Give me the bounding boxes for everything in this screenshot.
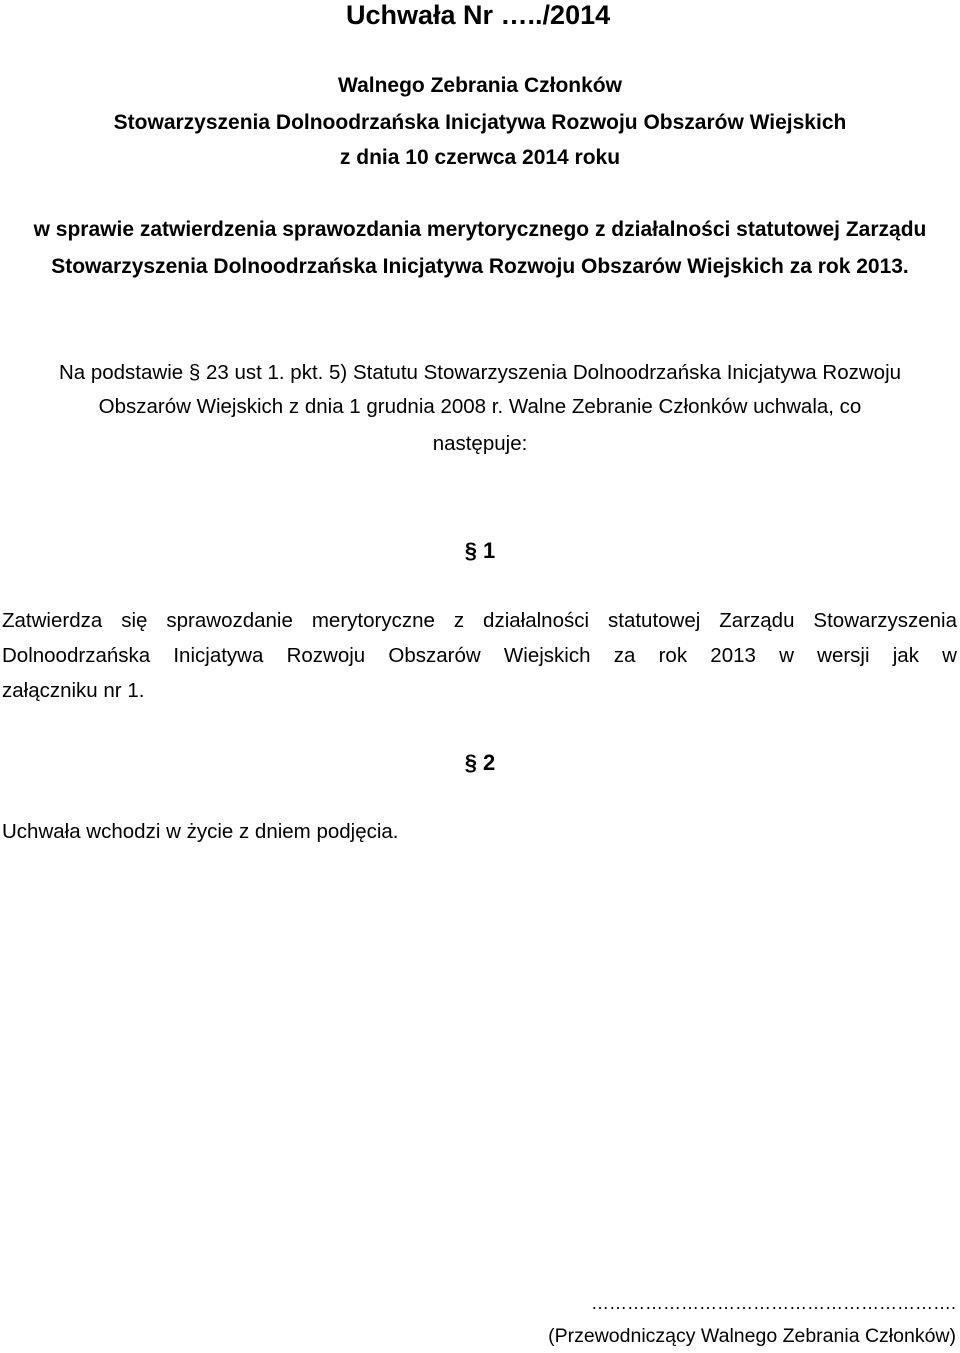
- subject-line-2: Stowarzyszenia Dolnoodrzańska Inicjatywa Rozwoju Obszarów Wiejskich za rok 2013.: [51, 255, 909, 278]
- section-1-line-1: Zatwierdza się sprawozdanie merytoryczne z działalności statutowej Zarządu Stowarzyszenia: [2, 609, 957, 632]
- section-1-line-3: załączniku nr 1.: [2, 679, 145, 702]
- header-line-association: Stowarzyszenia Dolnoodrzańska Inicjatywa Rozwoju Obszarów Wiejskich: [113, 111, 847, 134]
- preamble-line-2: Obszarów Wiejskich z dnia 1 grudnia 2008 r. Walne Zebranie Członków uchwala, co: [98, 395, 862, 418]
- signature-dots: …………………………………………………….: [590, 1293, 956, 1313]
- resolution-title: Uchwała Nr …../2014: [346, 0, 611, 30]
- section-1-mark: § 1: [464, 538, 496, 563]
- header-line-assembly: Walnego Zebrania Członków: [338, 74, 622, 97]
- section-2-mark: § 2: [464, 750, 496, 775]
- subject-line-1: w sprawie zatwierdzenia sprawozdania merytorycznego z działalności statutowej Zarządu: [33, 218, 927, 241]
- section-1-line-2: Dolnoodrzańska Inicjatywa Rozwoju Obszarów Wiejskich za rok 2013 w wersji jak w: [2, 644, 957, 667]
- preamble-line-1: Na podstawie § 23 ust 1. pkt. 5) Statutu Stowarzyszenia Dolnoodrzańska Inicjatywa Rozwoju: [58, 361, 902, 384]
- signature-label: (Przewodniczący Walnego Zebrania Członków): [548, 1325, 956, 1347]
- preamble-line-3: następuje:: [432, 432, 528, 455]
- section-2-text: Uchwała wchodzi w życie z dniem podjęcia.: [2, 820, 399, 843]
- header-line-date: z dnia 10 czerwca 2014 roku: [339, 146, 621, 169]
